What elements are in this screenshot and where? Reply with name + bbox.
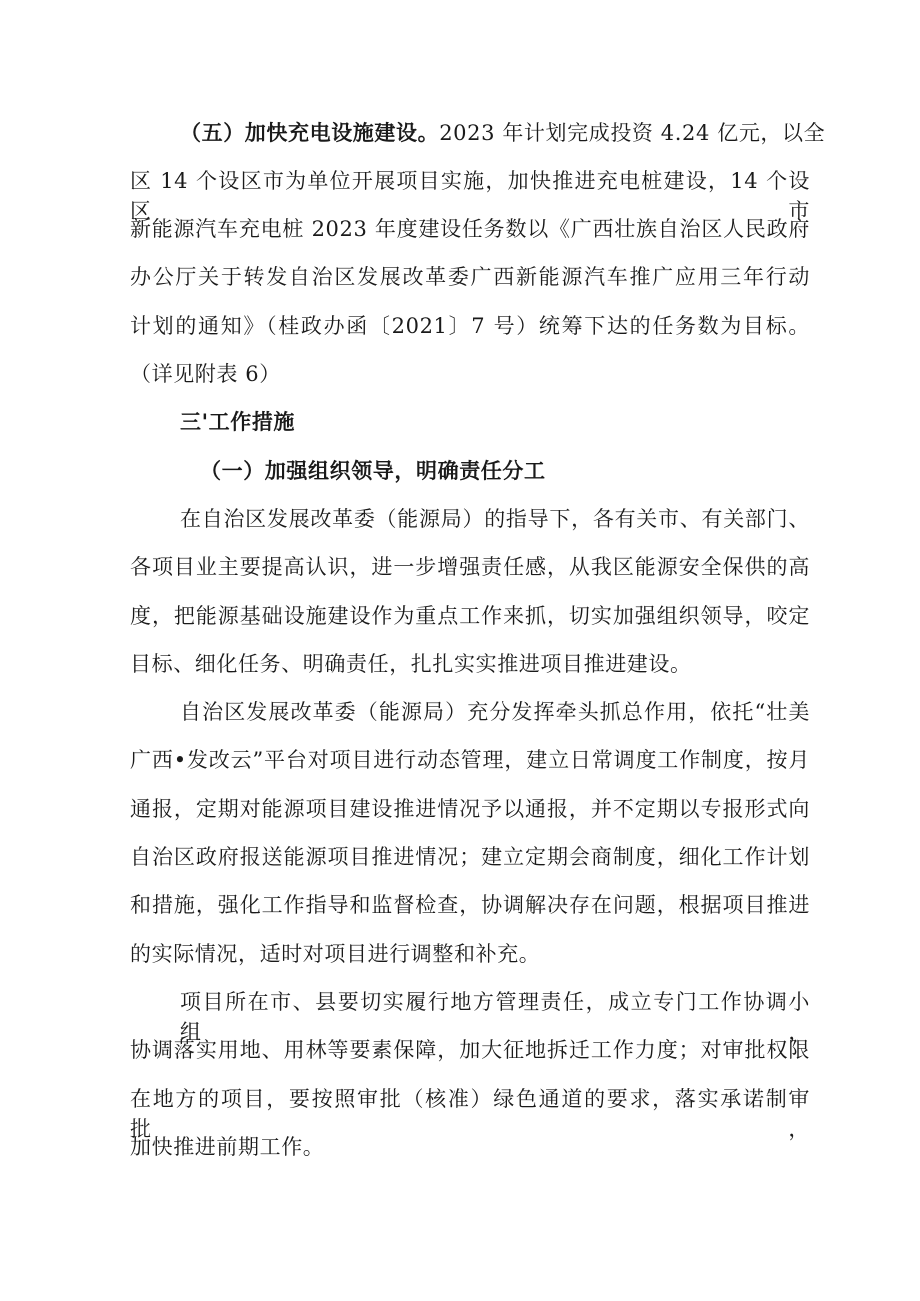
para2-line-4: 和措施，强化工作指导和监督检查，协调解决存在问题，根据项目推进 bbox=[130, 893, 810, 917]
para1-line-2: 度，把能源基础设施建设作为重点工作来抓，切实加强组织领导，咬定 bbox=[130, 604, 810, 628]
section5-line-2: 新能源汽车充电桩 2023 年度建设任务数以《广西壮族自治区人民政府 bbox=[130, 217, 810, 241]
para1-line-3: 目标、细化任务、明确责任，扎扎实实推进项目推进建设。 bbox=[130, 652, 692, 676]
para2-line-0: 自治区发展改革委（能源局）充分发挥牵头抓总作用，依托“壮美 bbox=[180, 700, 810, 724]
para2-line-3: 自治区政府报送能源项目推进情况；建立定期会商制度，细化工作计划 bbox=[130, 845, 810, 869]
para2-line-5: 的实际情况，适时对项目进行调整和补充。 bbox=[130, 942, 541, 966]
para3-line-3: 加快推进前期工作。 bbox=[130, 1135, 325, 1159]
para3-line-0: 项目所在市、县要切实履行地方管理责任，成立专门工作协调小组， bbox=[180, 990, 810, 1044]
para1-line-0: 在自治区发展改革委（能源局）的指导下，各有关市、有关部门、 bbox=[180, 507, 810, 531]
para2-line-2: 通报，定期对能源项目建设推进情况予以通报，并不定期以专报形式向 bbox=[130, 797, 810, 821]
para3-line-1: 协调落实用地、用林等要素保障，加大征地拆迁工作力度；对审批权限 bbox=[130, 1038, 810, 1062]
para3-line-2: 在地方的项目，要按照审批（核准）绿色通道的要求，落实承诺制审批， bbox=[130, 1087, 810, 1141]
section5-heading: （五）加快充电设施建设。 bbox=[180, 120, 440, 145]
section5-line-0: 2023 年计划完成投资 4.24 亿元，以全 bbox=[439, 121, 826, 145]
part3-title: 三'工作措施 bbox=[180, 410, 296, 434]
section5-line-3: 办公厅关于转发自治区发展改革委广西新能源汽车推广应用三年行动 bbox=[130, 265, 810, 289]
section5-line-4: 计划的通知》（桂政办函〔2021〕7 号）统筹下达的任务数为目标。 bbox=[130, 314, 810, 338]
para1-line-1: 各项目业主要提高认识，进一步增强责任感，从我区能源安全保供的高 bbox=[130, 555, 810, 579]
section5-first-line bbox=[180, 118, 826, 148]
section5-line-5: （详见附表 6） bbox=[130, 362, 281, 386]
section5-line-1: 区 14 个设区市为单位开展项目实施，加快推进充电桩建设，14 个设区市 bbox=[130, 169, 810, 223]
sub1-title: （一）加强组织领导，明确责任分工 bbox=[200, 459, 546, 483]
para2-line-1: 广西•发改云”平台对项目进行动态管理，建立日常调度工作制度，按月 bbox=[130, 748, 810, 772]
